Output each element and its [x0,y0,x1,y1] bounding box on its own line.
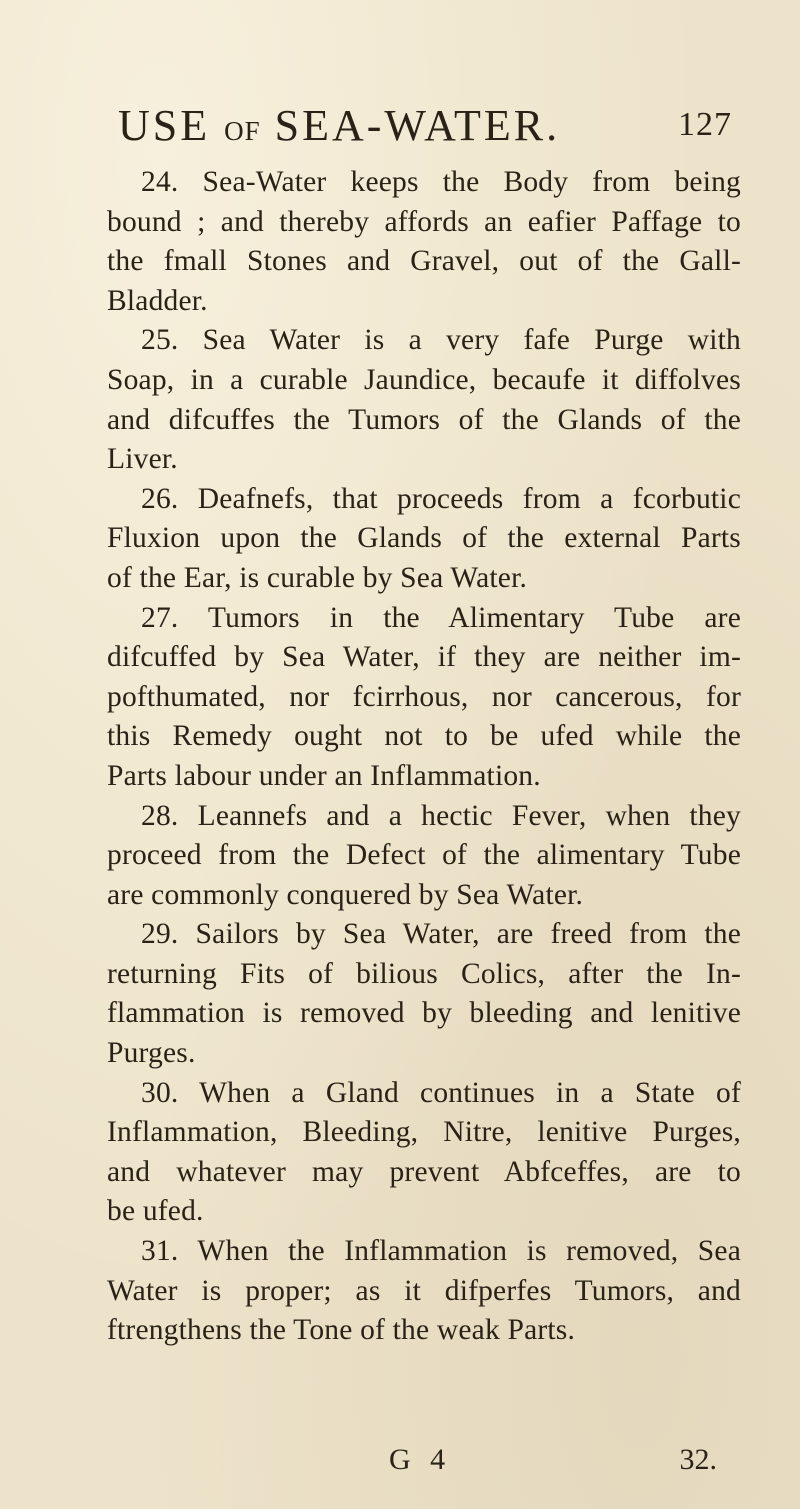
page-footer [107,1443,741,1483]
text-line: proceed from the Defect of the alimentary Tube [107,839,741,872]
paragraph [107,915,741,1073]
text-line: ftrengthens the Tone of the weak Parts. [107,1314,576,1347]
text-line: be ufed. [107,1195,204,1228]
text-line: Water is proper; as it difperfes Tumors, and [107,1274,741,1307]
paragraph [107,321,741,479]
text-line: returning Fits of bilious Colics, after the In- [107,957,741,990]
text-line: 24. Sea-Water keeps the Body from being [141,166,741,198]
text-line: and whatever may prevent Abfceffes, are to [107,1155,741,1188]
text-line: flammation is removed by bleeding and lenitive [107,997,741,1030]
text-line: are commonly conquered by Sea Water. [107,878,584,911]
text-line: Soap, in a curable Jaundice, becaufe it diffolves [107,363,741,396]
paragraph [107,163,741,321]
text-line: Fluxion upon the Glands of the external Parts [107,522,741,555]
text-line: this Remedy ought not to be ufed while the [107,720,741,753]
text-line: 27. Tumors in the Alimentary Tube are [141,601,741,634]
paragraph [107,797,741,916]
page-number: 127 [678,106,732,143]
text-line: Liver. [107,443,178,476]
text-line: the fmall Stones and Gravel, out of the Gall- [107,245,741,278]
text-line: Bladder. [107,284,208,317]
text-line: 26. Deafnefs, that proceeds from a fcorbutic [141,482,741,515]
text-line: 28. Leannefs and a hectic Fever, when they [141,799,741,832]
text-line: of the Ear, is curable by Sea Water. [107,561,528,594]
text-line: 29. Sailors by Sea Water, are freed from the [141,918,741,951]
text-line: difcuffed by Sea Water, if they are neither im- [107,641,741,674]
header-title-part1: USE [118,101,211,150]
text-line: 25. Sea Water is a very fafe Purge with [141,324,741,357]
text-line: 31. When the Inflammation is removed, Sea [141,1235,741,1268]
text-line: Inflammation, Bleeding, Nitre, lenitive Purges, [107,1116,741,1149]
text-line: Parts labour under an Inflammation. [107,759,541,792]
paragraph [107,599,741,797]
catchword: 32. [679,1443,717,1476]
paragraph [107,1232,741,1351]
text-line: Purges. [107,1037,196,1070]
header-title-of: OF [224,116,261,146]
text-line: pofthumated, nor fcirrhous, nor cancerous, for [107,680,741,713]
signature-mark: G 4 [389,1443,452,1476]
text-line: 30. When a Gland continues in a State of [141,1076,741,1109]
page-body [107,163,741,1351]
text-line: and difcuffes the Tumors of the Glands of the [107,403,741,436]
header-title-part2: SEA-WATER. [274,101,561,150]
text-line: bound ; and thereby affords an eafier Paffage to [107,205,741,238]
running-header [118,100,732,156]
paragraph [107,480,741,599]
paragraph [107,1074,741,1232]
